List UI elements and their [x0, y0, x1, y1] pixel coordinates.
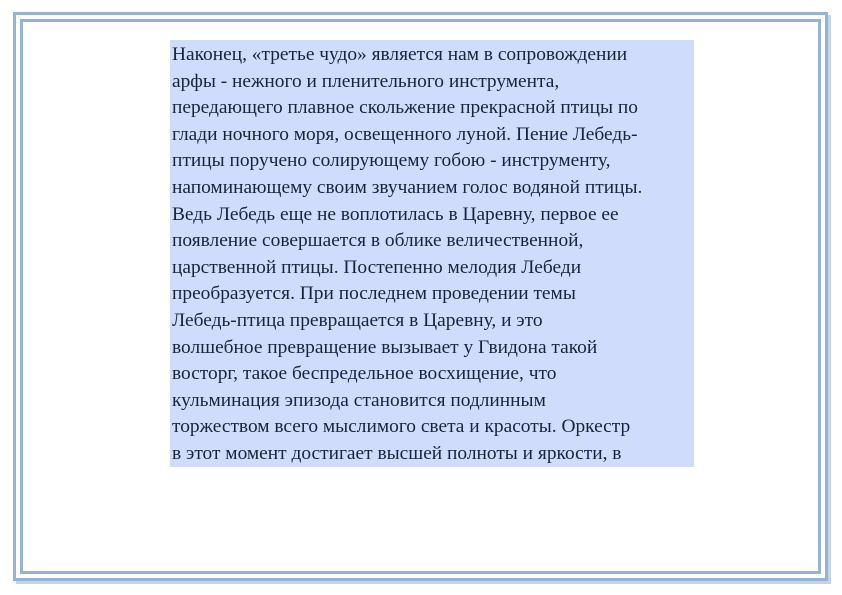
text-line: в этот момент достигает высшей полноты и яркости, в — [172, 442, 622, 464]
text-line: торжеством всего мыслимого света и красоты. Оркестр — [172, 416, 631, 438]
text-line: восторг, такое беспредельное восхищение, что — [172, 363, 557, 385]
text-line: появление совершается в облике величественной, — [172, 230, 584, 252]
text-line: птицы поручено солирующему гобою - инструменту, — [172, 150, 611, 172]
text-line: преобразуется. При последнем проведении темы — [172, 283, 576, 305]
frame-shadow — [828, 15, 831, 584]
text-line: арфы - нежного и пленительного инструмента, — [172, 70, 560, 92]
text-line: передающего плавное скольжение прекрасной птицы по — [172, 97, 638, 119]
text-line: Наконец, «третье чудо» является нам в сопровождении — [172, 44, 628, 65]
text-line: глади ночного моря, освещенного луной. Пение Лебедь- — [172, 123, 638, 145]
text-line: кульминация эпизода становится подлинным — [172, 389, 546, 411]
text-line: волшебное превращение вызывает у Гвидона такой — [172, 336, 598, 358]
text-line: Ведь Лебедь еще не воплотилась в Царевну, первое ее — [172, 203, 619, 225]
text-line: царственной птицы. Постепенно мелодия Лебеди — [172, 256, 582, 278]
text-paragraph — [170, 40, 694, 467]
text-line: напоминающему своим звучанием голос водяной птицы. — [172, 176, 643, 198]
text-line: Лебедь-птица превращается в Царевну, и это — [172, 309, 543, 331]
frame-shadow — [16, 581, 831, 584]
